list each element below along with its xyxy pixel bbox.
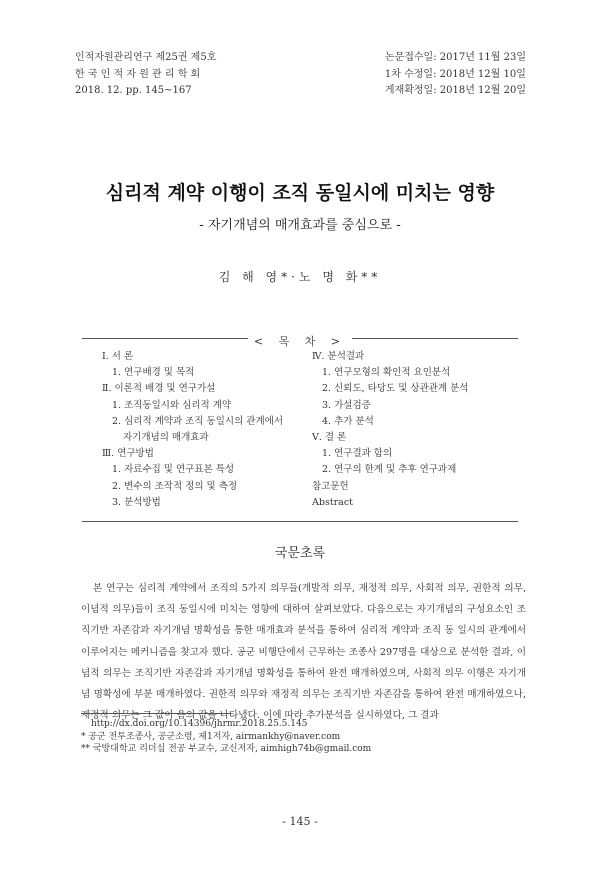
paper-subtitle: - 자기개념의 매개효과를 중심으로 - [199, 218, 401, 233]
journal-info [75, 50, 216, 100]
abstract-heading: 국문초록 [274, 546, 326, 561]
toc-item: Ⅳ. 분석결과 [312, 351, 365, 362]
toc-left-column [102, 349, 302, 511]
toc-right-column [312, 349, 518, 511]
received-date: 논문접수일: 2017년 11월 23일 [384, 52, 526, 63]
toc-item: 2. 신뢰도, 타당도 및 상관관계 분석 [322, 383, 469, 395]
footnotes [81, 718, 371, 756]
footnote-divider [81, 713, 231, 714]
page-number: - 145 - [282, 815, 318, 828]
footnote-author1: * 공군 전투조종사, 공군소령, 제1저자, airmankhy@naver.com [81, 731, 341, 742]
footnote-author2: ** 국방대학교 리더십 전공 부교수, 교신저자, aimhigh74b@gmail.com [81, 744, 372, 754]
toc-item: 1. 연구배경 및 목적 [112, 367, 195, 379]
doi-link[interactable]: http://dx.doi.org/10.14396/jhrmr.2018.25.5.145 [91, 719, 308, 729]
toc-heading: < 목 차 > [248, 335, 352, 348]
toc-item: 2. 변수의 조작적 정의 및 측정 [112, 480, 238, 492]
toc-item: 자기개념의 매개효과 [123, 432, 209, 444]
society-name: 한 국 인 적 자 원 관 리 학 회 [75, 68, 201, 80]
toc-item: 3. 가설검증 [322, 399, 371, 411]
revised-date: 1차 수정일: 2018년 12월 10일 [384, 68, 526, 80]
toc-item: 4. 추가 분석 [322, 415, 374, 427]
toc-item: 참고문헌 [312, 480, 349, 492]
abstract-body [81, 578, 526, 726]
toc-item: Ⅴ. 결 론 [312, 432, 347, 444]
author-line: 김 해 영*·노 명 화** [218, 270, 382, 284]
toc-item: Abstract [312, 496, 353, 508]
toc-item: 2. 심리적 계약과 조직 동일시의 관계에서 [112, 415, 283, 427]
toc-item: 2. 연구의 한계 및 추후 연구과제 [322, 464, 457, 476]
issue-pages: 2018. 12. pp. 145~167 [75, 85, 192, 96]
toc-item: 1. 연구결과 함의 [322, 448, 393, 460]
toc-item: 1. 자료수집 및 연구표본 특성 [112, 464, 235, 476]
journal-name: 인적자원관리연구 제25권 제5호 [75, 52, 217, 63]
paper-title: 심리적 계약 이행이 조직 동일시에 미치는 영향 [105, 182, 495, 204]
toc-item: Ⅲ. 연구방법 [102, 448, 154, 460]
toc-item: 1. 연구모형의 확인적 요인분석 [322, 367, 451, 379]
table-of-contents [82, 335, 518, 522]
toc-item: 1. 조직동일시와 심리적 계약 [112, 399, 232, 411]
submission-dates [385, 50, 526, 100]
abstract-paragraph: 본 연구는 심리적 계약에서 조직의 5가지 의무들(개발적 의무, 재정적 의무, 사회적 의무, 권한적 의무, 이념적 의무)들이 조직 동일시에 미치는 영향에 대하여 살펴보았다. 다음으로는 자기개념의 구성요소인 조직기반 자존감과 자기개념 명확성을 통한 매개효과 분석을 통하여 심리적 계약과 조직 동 일시의 관계에서 이루어지는 메커니즘을 찾고자 했다. 공군 비행단에서 근무하는 조종사 297명을 대상으로 분석한 결과, 이념적 의무는 조직기반 자존감과 자기개념 명확성을 통하여 완전 매개하였으며, 사회적 의무 이행은 자기개념 명확성에 부분 매개하였다. 권한적 의무와 재정적 의무는 조직기반 자존감을 통하여 완전 매개하였으나, 재정적 의무는 그 값이 음의 값을 나타냈다. 이에 따라 추가분석을 실시하였다, 그 결과 [81, 583, 526, 722]
toc-item: Ⅱ. 이론적 배경 및 연구가설 [102, 383, 216, 395]
accepted-date: 게재확정일: 2018년 12월 20일 [384, 85, 526, 96]
toc-item: Ⅰ. 서 론 [102, 351, 134, 362]
toc-item: 3. 분석방법 [112, 496, 161, 508]
